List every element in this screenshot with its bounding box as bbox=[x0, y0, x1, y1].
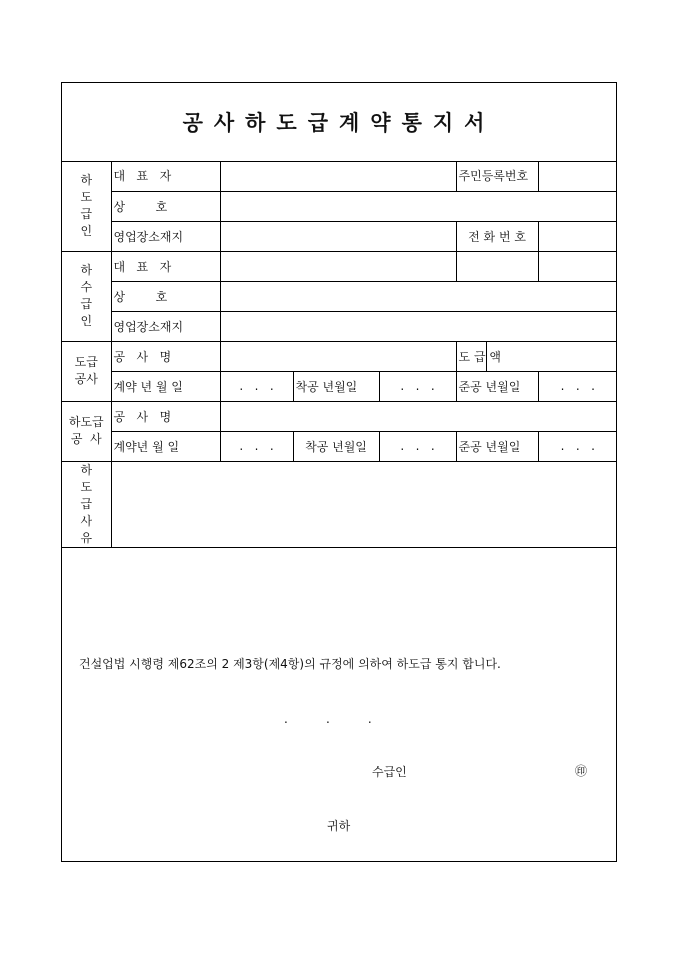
subcontract-end-label: 준공 년월일 bbox=[456, 431, 538, 461]
contract-date-field[interactable]: . . . bbox=[220, 371, 293, 401]
form-title: 공사하도급계약통지서 bbox=[62, 83, 616, 162]
contract-amount-label: 도 급 액 bbox=[456, 341, 486, 371]
subcontractee-address-field[interactable] bbox=[220, 311, 617, 341]
recipient-label: 수급인 bbox=[372, 765, 407, 779]
subcontract-work-group-label: 하도급 공 사 bbox=[62, 401, 111, 461]
subcontractor-address-field[interactable] bbox=[220, 221, 456, 251]
contract-end-label: 준공 년월일 bbox=[456, 371, 538, 401]
subcontractee-representative-label: 대 표 자 bbox=[111, 251, 220, 281]
subcontractor-trade-name-field[interactable] bbox=[220, 191, 617, 221]
subcontractee-extra-field-1[interactable] bbox=[456, 251, 538, 281]
subcontract-date-label: 계약년 월 일 bbox=[111, 431, 220, 461]
contract-work-group-label: 도급 공사 bbox=[62, 341, 111, 401]
subcontractor-phone-field[interactable] bbox=[538, 221, 617, 251]
subcontract-start-field[interactable]: . . . bbox=[379, 431, 456, 461]
subcontract-project-name-label: 공 사 명 bbox=[111, 401, 220, 431]
subcontract-notice-form bbox=[61, 82, 617, 862]
contract-end-field[interactable]: . . . bbox=[538, 371, 617, 401]
subcontract-end-field[interactable]: . . . bbox=[538, 431, 617, 461]
subcontractee-representative-field[interactable] bbox=[220, 251, 456, 281]
subcontractee-trade-name-label: 상 호 bbox=[111, 281, 220, 311]
contract-amount-field[interactable] bbox=[486, 341, 617, 371]
subcontractor-resident-no-label: 주민등록번호 bbox=[456, 161, 538, 191]
contract-start-label: 착공 년월일 bbox=[293, 371, 379, 401]
subcontractee-address-label: 영업장소재지 bbox=[111, 311, 220, 341]
reason-group-label: 하 도 급 사 유 bbox=[62, 461, 111, 547]
subcontractor-representative-field[interactable] bbox=[220, 161, 456, 191]
subcontractor-address-label: 영업장소재지 bbox=[111, 221, 220, 251]
subcontractee-extra-field-2[interactable] bbox=[538, 251, 617, 281]
contract-start-field[interactable]: . . . bbox=[379, 371, 456, 401]
contract-project-name-label: 공 사 명 bbox=[111, 341, 220, 371]
law-reference-text: 건설업법 시행령 제62조의 2 제3항(제4항)의 규정에 의하여 하도급 통지 합니다. bbox=[79, 657, 501, 671]
reason-field[interactable] bbox=[111, 461, 617, 547]
addressee-label: 귀하 bbox=[327, 819, 351, 833]
subcontract-project-name-field[interactable] bbox=[220, 401, 617, 431]
subcontractor-resident-no-field[interactable] bbox=[538, 161, 617, 191]
subcontractor-representative-label: 대 표 자 bbox=[111, 161, 220, 191]
contract-project-name-field[interactable] bbox=[220, 341, 456, 371]
subcontractee-trade-name-field[interactable] bbox=[220, 281, 617, 311]
seal-icon: ㊞ bbox=[575, 764, 588, 778]
contract-date-label: 계약 년 월 일 bbox=[111, 371, 220, 401]
subcontract-date-field[interactable]: . . . bbox=[220, 431, 293, 461]
subcontract-start-label: 착공 년월일 bbox=[293, 431, 379, 461]
form-table bbox=[62, 161, 617, 548]
subcontractor-trade-name-label: 상 호 bbox=[111, 191, 220, 221]
notice-date[interactable]: . . . bbox=[284, 712, 372, 726]
form-footer bbox=[62, 623, 616, 861]
subcontractee-group-label: 하 수 급 인 bbox=[62, 251, 111, 341]
subcontractor-group-label: 하 도 급 인 bbox=[62, 161, 111, 251]
subcontractor-phone-label: 전 화 번 호 bbox=[456, 221, 538, 251]
